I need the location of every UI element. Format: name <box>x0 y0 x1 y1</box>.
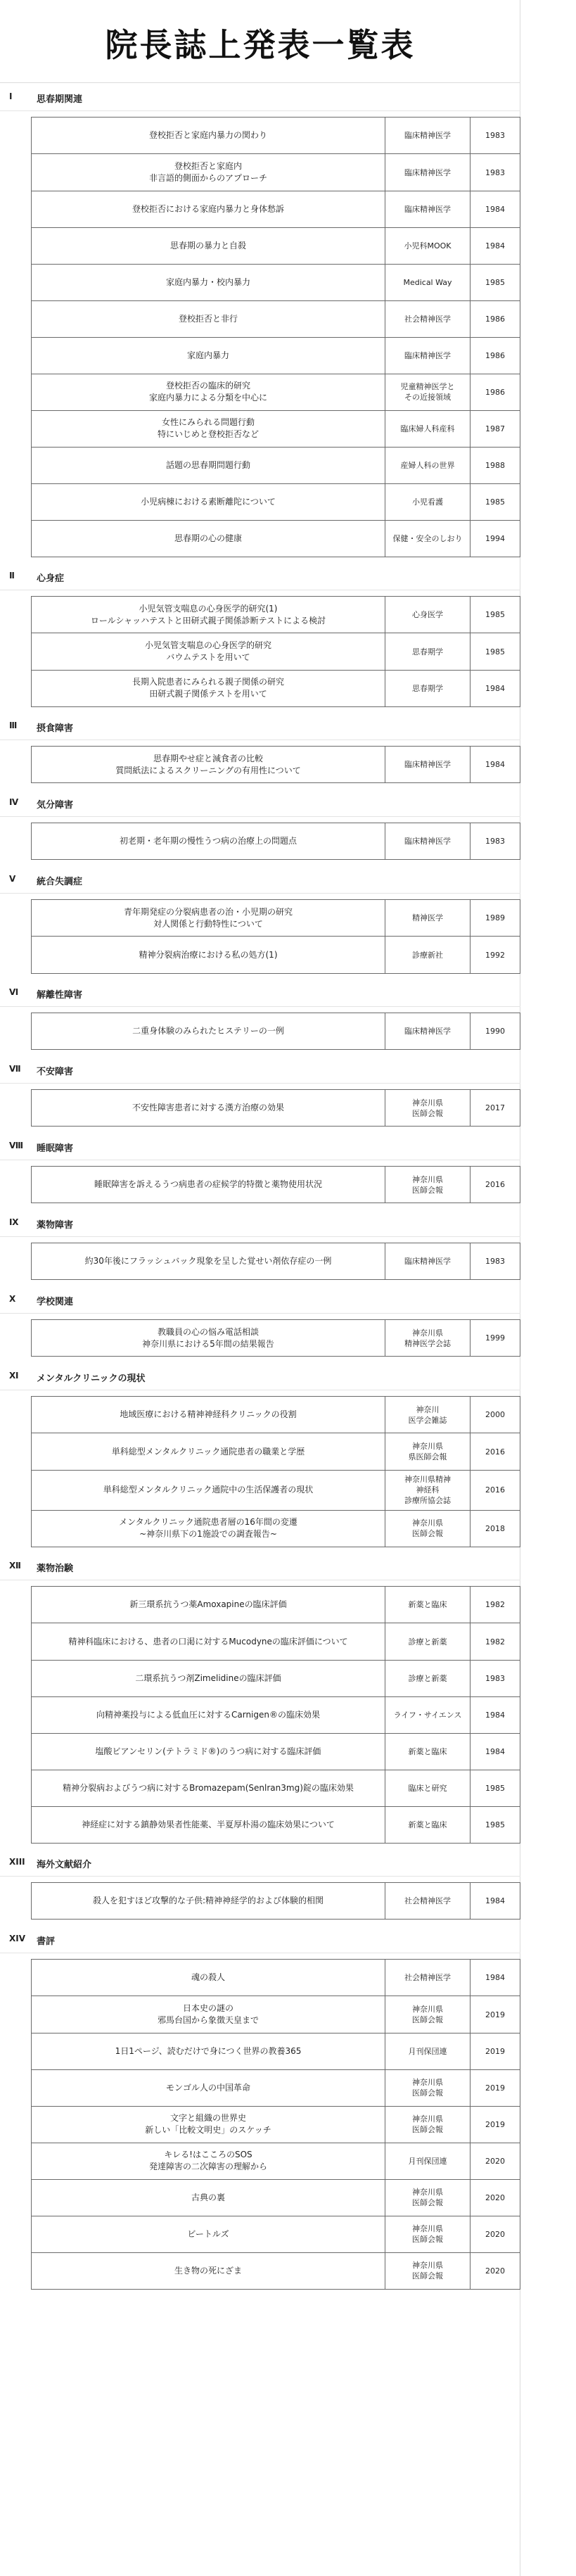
publication-row <box>31 1959 520 1996</box>
publication-title: 初老期・老年期の慢性うつ病の治療上の問題点 <box>119 836 297 846</box>
publication-title: 二重身体験のみられたヒステリーの一例 <box>132 1026 284 1036</box>
publication-journal: 臨床精神医学 <box>385 337 470 374</box>
publication-title: 新三環系抗うつ薬Amoxapineの臨床評価 <box>129 1599 287 1609</box>
publication-year: 1984 <box>470 1883 520 1919</box>
section-number: Ⅳ <box>9 797 19 807</box>
section-title: メンタルクリニックの現状 <box>37 1373 146 1384</box>
publication-journal: 臨床精神医学 <box>385 1013 470 1049</box>
section-title: 薬物障害 <box>37 1220 74 1231</box>
publication-year: 1992 <box>470 937 520 973</box>
publication-year: 2020 <box>470 2216 520 2252</box>
publication-journal: 診療と新薬 <box>385 1660 470 1696</box>
section-header <box>0 1925 520 1953</box>
publication-title: 登校拒否における家庭内暴力と身体愁訴 <box>132 203 284 214</box>
publication-journal: 精神医学 <box>385 900 470 936</box>
publication-year: 1985 <box>470 1770 520 1806</box>
publication-journal: 神奈川県 医師会報 <box>385 1996 470 2033</box>
publication-journal: 臨床精神医学 <box>385 118 470 153</box>
publication-title: 思春期やせ症と減食者の比較 質問紙法によるスクリーニングの有用性について <box>115 753 301 775</box>
section-header <box>0 1362 520 1390</box>
section-number: XIII <box>9 1857 25 1867</box>
publication-row <box>31 264 520 301</box>
publication-year: 1984 <box>470 747 520 782</box>
publication-journal: 新薬と臨床 <box>385 1806 470 1843</box>
publication-title: 向精神薬投与による低血圧に対するCarnigen®の臨床効果 <box>96 1709 320 1720</box>
publication-journal: 社会精神医学 <box>385 1960 470 1996</box>
publication-year: 1983 <box>470 1660 520 1696</box>
section-header <box>0 1848 520 1877</box>
publication-title: 教職員の心の悩み電話相談 神奈川県における5年間の結果報告 <box>142 1326 274 1349</box>
publication-title: 登校拒否の臨床的研究 家庭内暴力による分類を中心に <box>148 381 267 402</box>
publication-row <box>31 410 520 448</box>
publication-row <box>31 1882 520 1920</box>
section-number: Ⅵ <box>9 987 19 997</box>
publication-year: 2019 <box>470 1996 520 2033</box>
publication-title: 神経症に対する鎮静効果者性能薬、半夏厚朴湯の臨床効果について <box>82 1819 335 1829</box>
section-number: Ⅹ <box>9 1294 16 1304</box>
publication-year: 1984 <box>470 1733 520 1770</box>
publication-year: 1983 <box>470 823 520 859</box>
publication-year: 2017 <box>470 1090 520 1126</box>
publication-journal: 社会精神医学 <box>385 300 470 337</box>
publication-journal: 神奈川県 精神医学会誌 <box>385 1320 470 1356</box>
publication-year: 2016 <box>470 1470 520 1510</box>
publication-row <box>31 191 520 228</box>
publication-row <box>31 2216 520 2253</box>
publication-journal: 臨床精神医学 <box>385 1243 470 1279</box>
section-title: 不安障害 <box>37 1067 74 1077</box>
publication-year: 2020 <box>470 2143 520 2179</box>
publication-journal: 臨床精神医学 <box>385 191 470 227</box>
publication-title: 文字と組織の世界史 新しい「比較文明史」のスケッチ <box>145 2113 271 2135</box>
publication-journal: 神奈川県 医師会報 <box>385 1167 470 1203</box>
publication-row <box>31 2252 520 2290</box>
section-header <box>0 1055 520 1084</box>
publication-row <box>31 374 520 411</box>
publication-row <box>31 1806 520 1844</box>
publication-journal: 診療新社 <box>385 937 470 973</box>
publication-row <box>31 154 520 191</box>
section-title: 学校関連 <box>37 1297 74 1307</box>
page-title: 院長誌上発表一覧表 <box>105 26 416 64</box>
publication-year: 2020 <box>470 2179 520 2216</box>
publication-journal: 神奈川県 医師会報 <box>385 2252 470 2289</box>
publication-title: 殺人を犯すほど攻撃的な子供:精神神経学的および体験的相関 <box>92 1896 324 1905</box>
publication-journal: 神奈川県精神 神経科 診療所協会誌 <box>385 1470 470 1510</box>
publication-journal: 神奈川県 医師会報 <box>385 1090 470 1126</box>
publication-title: 1日1ページ、読むだけで身につく世界の教養365 <box>115 2045 302 2056</box>
publication-title: 古典の裏 <box>191 2192 225 2202</box>
publication-year: 1986 <box>470 300 520 337</box>
publication-row <box>31 1770 520 1807</box>
publication-title: 思春期の心の健康 <box>174 533 242 543</box>
publication-title: メンタルクリニック通院患者層の16年間の変遷 ~神奈川県下の1施設での調査報告~ <box>119 1517 297 1539</box>
publication-year: 1985 <box>470 264 520 300</box>
publication-year: 2019 <box>470 2069 520 2106</box>
publication-title: 単科総型メンタルクリニック通院中の生活保護者の現状 <box>103 1485 314 1495</box>
publication-journal: 産婦人科の世界 <box>385 447 470 483</box>
publication-year: 2020 <box>470 2252 520 2289</box>
publication-year: 1985 <box>470 633 520 670</box>
publication-title: 女性にみられる問題行動 特にいじめと登校拒否など <box>157 417 259 439</box>
publication-journal: 臨床と研究 <box>385 1770 470 1806</box>
publication-row <box>31 1433 520 1471</box>
publication-row <box>31 1733 520 1770</box>
publication-journal: 臨床精神医学 <box>385 747 470 782</box>
section-header <box>0 1552 520 1580</box>
publication-title: 睡眠障害を訴えるうつ病患者の症候学的特徴と薬物使用状況 <box>94 1179 322 1189</box>
publication-title: 話題の思春期問題行動 <box>165 459 250 470</box>
publication-year: 1983 <box>470 154 520 191</box>
publication-journal: 神奈川県 県医師会報 <box>385 1433 470 1470</box>
publication-journal: 月刊保団連 <box>385 2143 470 2179</box>
publication-row <box>31 823 520 860</box>
publication-journal: 神奈川県 医師会報 <box>385 2069 470 2106</box>
publication-title: 登校拒否と家庭内 非言語的側面からのアプローチ <box>148 161 267 183</box>
publication-row <box>31 447 520 484</box>
publication-title: 地域医療における精神神経科クリニックの役割 <box>120 1409 297 1419</box>
publication-title: 精神分裂病治療における私の処方(1) <box>139 949 278 960</box>
section-number: Ⅲ <box>9 721 18 730</box>
publication-year: 2018 <box>470 1510 520 1547</box>
publication-journal: 神奈川県 医師会報 <box>385 2106 470 2143</box>
publication-journal: 思春期学 <box>385 633 470 670</box>
publication-row <box>31 1243 520 1280</box>
publication-year: 1982 <box>470 1587 520 1623</box>
publication-title: 塩酸ビアンセリン(テトラミド®)のうつ病に対する臨床評価 <box>95 1746 321 1756</box>
publication-title: 生き物の死にざま <box>174 2265 242 2276</box>
publication-year: 1985 <box>470 483 520 520</box>
section-header <box>0 562 520 590</box>
section-number: Ⅴ <box>9 874 16 884</box>
publication-title: 不安性障害患者に対する漢方治療の効果 <box>132 1103 284 1112</box>
section-header <box>0 979 520 1007</box>
publication-year: 1982 <box>470 1623 520 1660</box>
publication-journal: 月刊保団連 <box>385 2033 470 2069</box>
section-number: Ⅷ <box>9 1141 24 1150</box>
publication-journal: 神奈川県 医師会報 <box>385 2216 470 2252</box>
section-header <box>0 83 520 111</box>
publication-row <box>31 520 520 557</box>
publication-title: 二環系抗うつ剤Zimelidineの臨床評価 <box>135 1673 281 1683</box>
section-title: 摂食障害 <box>37 723 74 734</box>
publication-title: 精神分裂病およびうつ病に対するBromazepam(Senlran3mg)錠の臨床効果 <box>63 1782 354 1793</box>
publication-title: 家庭内暴力 <box>186 350 229 360</box>
publication-title: 家庭内暴力・校内暴力 <box>165 277 250 287</box>
section-number: Ⅻ <box>9 1561 21 1571</box>
publication-row <box>31 596 520 633</box>
publication-title: キレる!はこころのSOS 発達障害の二次障害の理解から <box>148 2150 267 2171</box>
publication-year: 1985 <box>470 1806 520 1843</box>
publication-year: 1994 <box>470 520 520 557</box>
publication-year: 1987 <box>470 410 520 447</box>
publication-journal: 心身医学 <box>385 597 470 633</box>
publication-journal: 小児科MOOK <box>385 227 470 264</box>
publication-row <box>31 1996 520 2033</box>
publication-journal: 社会精神医学 <box>385 1883 470 1919</box>
section-number: Ⅱ <box>9 571 15 580</box>
publication-year: 1984 <box>470 191 520 227</box>
publication-title: 青年期発症の分裂病患者の治・小児期の研究 対人関係と行動特性について <box>123 906 293 929</box>
publication-year: 2016 <box>470 1433 520 1470</box>
publication-row <box>31 2143 520 2180</box>
section-title: 海外文献紹介 <box>37 1860 92 1870</box>
section-header <box>0 1132 520 1160</box>
publication-year: 1989 <box>470 900 520 936</box>
section-title: 気分障害 <box>37 800 74 811</box>
section-title: 心身症 <box>37 573 65 584</box>
publication-title: モンゴル人の中国革命 <box>165 2082 250 2093</box>
publication-journal: 思春期学 <box>385 670 470 706</box>
publication-row <box>31 1166 520 1203</box>
publication-title: 長期入院患者にみられる親子関係の研究 田研式親子関係テストを用いて <box>132 677 284 699</box>
publication-row <box>31 2069 520 2107</box>
publication-row <box>31 2106 520 2143</box>
publication-row <box>31 2033 520 2070</box>
section-title: 睡眠障害 <box>37 1143 74 1154</box>
publication-year: 1999 <box>470 1320 520 1356</box>
section-header <box>0 1286 520 1314</box>
section-number: Ⅶ <box>9 1064 21 1074</box>
publication-row <box>31 670 520 707</box>
section-number: XIV <box>9 1934 26 1943</box>
publication-row <box>31 1319 520 1357</box>
publication-journal: 臨床婦人科産科 <box>385 410 470 447</box>
publication-title: 日本史の謎の 邪馬台国から象徴天皇まで <box>157 2003 259 2025</box>
publication-journal: 臨床精神医学 <box>385 154 470 191</box>
publication-title: 単科総型メンタルクリニック通院患者の職業と学歴 <box>111 1446 305 1457</box>
title-block <box>0 0 520 83</box>
publication-journal: 神奈川県 医師会報 <box>385 1510 470 1547</box>
section-title: 書評 <box>37 1936 56 1947</box>
publication-title: 登校拒否と非行 <box>178 313 238 324</box>
publication-journal: 児童精神医学と その近接領域 <box>385 374 470 410</box>
publication-journal: 新薬と臨床 <box>385 1587 470 1623</box>
publication-row <box>31 1013 520 1050</box>
section-title: 思春期関連 <box>37 94 83 105</box>
publication-year: 1985 <box>470 597 520 633</box>
publication-journal: ライフ・サイエンス <box>385 1696 470 1733</box>
publication-year: 2016 <box>470 1167 520 1203</box>
publication-year: 2000 <box>470 1397 520 1433</box>
publication-journal: 神奈川 医学会雑誌 <box>385 1397 470 1433</box>
publication-journal: Medical Way <box>385 264 470 300</box>
publication-year: 1983 <box>470 118 520 153</box>
publication-row <box>31 1696 520 1734</box>
publication-journal: 保健・安全のしおり <box>385 520 470 557</box>
publication-row <box>31 1396 520 1433</box>
publication-row <box>31 483 520 521</box>
publication-year: 2019 <box>470 2033 520 2069</box>
publication-year: 1986 <box>470 374 520 410</box>
section-number: Ⅰ <box>9 91 13 101</box>
publication-row <box>31 937 520 974</box>
publication-year: 1984 <box>470 1696 520 1733</box>
publication-row <box>31 117 520 154</box>
section-title: 解離性障害 <box>37 990 83 1001</box>
publication-row <box>31 2179 520 2216</box>
publication-row <box>31 633 520 671</box>
publication-year: 1983 <box>470 1243 520 1279</box>
publication-year: 1988 <box>470 447 520 483</box>
publication-title: 精神科臨床における、患者の口渇に対するMucodyneの臨床評価について <box>68 1636 348 1647</box>
publication-journal: 診療と新薬 <box>385 1623 470 1660</box>
section-title: 薬物治験 <box>37 1563 74 1574</box>
publication-title: 登校拒否と家庭内暴力の関わり <box>148 130 267 140</box>
publication-year: 1986 <box>470 337 520 374</box>
section-header <box>0 789 520 817</box>
publication-journal: 新薬と臨床 <box>385 1733 470 1770</box>
publication-year: 1990 <box>470 1013 520 1049</box>
publication-year: 2019 <box>470 2106 520 2143</box>
section-title: 統合失調症 <box>37 877 83 887</box>
publication-row <box>31 1660 520 1697</box>
publication-title: 魂の殺人 <box>191 1972 225 1982</box>
publication-row <box>31 337 520 374</box>
section-number: Ⅺ <box>9 1371 19 1381</box>
section-number: Ⅸ <box>9 1217 19 1227</box>
publication-journal: 臨床精神医学 <box>385 823 470 859</box>
section-header <box>0 1209 520 1237</box>
publication-journal: 神奈川県 医師会報 <box>385 2179 470 2216</box>
publication-title: 小児気管支喘息の心身医学的研究 バウムテストを用いて <box>144 640 271 662</box>
publication-row <box>31 1510 520 1547</box>
publication-year: 1984 <box>470 227 520 264</box>
publication-year: 1984 <box>470 670 520 706</box>
publication-title: 思春期の暴力と自殺 <box>169 240 246 250</box>
publication-row <box>31 300 520 338</box>
publication-row <box>31 746 520 783</box>
section-header <box>0 865 520 894</box>
publication-title: 小児気管支喘息の心身医学的研究(1) ロールシャッハテストと田研式親子関係診断テストによる検討 <box>90 603 326 626</box>
publication-title: 小児病棟における素断離陀について <box>141 496 276 507</box>
publication-row <box>31 1470 520 1511</box>
publication-journal: 小児看護 <box>385 483 470 520</box>
publication-row <box>31 1586 520 1623</box>
publication-year: 1984 <box>470 1960 520 1996</box>
publication-row <box>31 1623 520 1661</box>
publication-title: ビートルズ <box>187 2228 229 2239</box>
publication-row <box>31 899 520 937</box>
publication-row <box>31 227 520 265</box>
publication-row <box>31 1089 520 1127</box>
section-header <box>0 712 520 740</box>
publication-title: 約30年後にフラッシュバック現象を呈した覚せい剤依存症の一例 <box>84 1256 332 1266</box>
